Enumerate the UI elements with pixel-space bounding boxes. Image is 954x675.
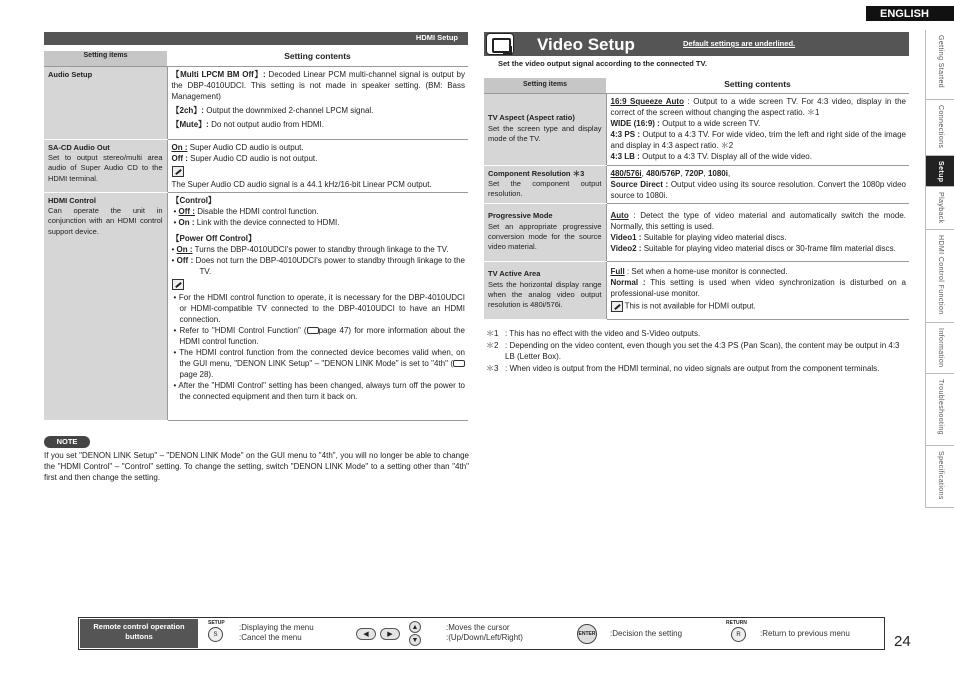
- footnote-text: : When video is output from the HDMI terminal, no video signals are output from the component terminals.: [505, 364, 880, 374]
- item-desc: Set to output stereo/multi area audio of Super Audio CD to the HDMI terminal.: [48, 152, 163, 183]
- option-label: On :: [178, 217, 195, 227]
- note-text: After the "HDMI Control" setting has been changed, always turn off the power to the connected equipment and then turn it back on.: [178, 381, 465, 402]
- left-arrow-icon: ◀: [356, 628, 376, 640]
- option-label: Video1 :: [610, 233, 642, 243]
- page-ref-icon: [307, 327, 319, 334]
- option-label: On :: [176, 244, 193, 254]
- col-header-items: Setting items: [44, 51, 167, 66]
- side-nav-specifications[interactable]: Specifications: [925, 446, 954, 508]
- side-nav-setup[interactable]: Setup: [925, 156, 954, 187]
- return-key-label: RETURN: [726, 620, 747, 626]
- option-label: 480/576P: [646, 168, 681, 178]
- hdmi-setup-table: [44, 51, 468, 421]
- side-nav-connections[interactable]: Connections: [925, 100, 954, 156]
- item-desc: Set the component output resolution.: [488, 178, 602, 199]
- side-nav-playback[interactable]: Playback: [925, 187, 954, 230]
- note-icon: [172, 279, 184, 290]
- page-number: 24: [894, 633, 911, 650]
- section-bar-hdmi-setup: HDMI Setup: [44, 32, 468, 45]
- item-title: TV Active Area: [488, 269, 541, 279]
- table-row: [44, 66, 468, 139]
- option-label: 480/576i: [610, 168, 642, 178]
- item-desc: Can operate the unit in conjunction with an HDMI control support device.: [48, 205, 163, 236]
- enter-button-icon: ENTER: [577, 624, 597, 644]
- note-paragraph: If you set "DENON LINK Setup" – "DENON LINK Mode" on the GUI menu to "4th", you will no longer be able to change the "HDMI Control" – "Control" setting. To change the setting, switch "DENON LINK Mode" to a setting other than "4th" first and then change the setting.: [44, 451, 469, 483]
- option-label: Off :: [171, 153, 188, 163]
- option-label: Off :: [178, 206, 195, 216]
- side-nav-getting-started[interactable]: Getting Started: [925, 30, 954, 100]
- side-nav-information[interactable]: Information: [925, 323, 954, 374]
- col-header-items: Setting items: [484, 78, 606, 93]
- table-row: TV Active Area Sets the horizontal display range when the analog video output resolution is 480i/576i. Full : Set when a home-use monitor is connected. Normal : This setting is used when video synchronization is disturbed on a professional-use monitor. This is not available for HDMI output.: [484, 261, 909, 319]
- option-text: Output to a 4:3 TV. For wide video, trim the left and right side of the image and display in 4:3 aspect ratio. ＊2: [610, 130, 906, 151]
- item-title: TV Aspect (Aspect ratio): [488, 113, 575, 123]
- option-text: Suitable for playing video material discs or 30-frame film material discs.: [643, 244, 896, 254]
- option-text: Do not output audio from HDMI.: [211, 119, 325, 129]
- right-arrow-icon: ▶: [380, 628, 400, 640]
- sub-heading: 【Control】: [171, 195, 216, 205]
- item-desc: Set an appropriate progressive conversion mode for the source video material.: [488, 221, 602, 252]
- option-text: Turns the DBP-4010UDCI's power to standby through linkage to the TV.: [194, 244, 449, 254]
- option-text: Output to a wide screen TV. For 4:3 video, display in the correct of the screen without changing the aspect ratio. ＊1: [610, 96, 906, 117]
- footnote-mark: ＊1: [486, 329, 499, 338]
- option-text: Super Audio CD audio is not output.: [190, 153, 318, 163]
- option-text: Output to a wide screen TV.: [662, 118, 761, 128]
- setup-key-label: SETUP: [208, 620, 225, 626]
- table-row: Component Resolution ＊3 Set the component output resolution. 480/576i, 480/576P, 720P, 1080i, Source Direct : Output video using its source resolution. Convert the 1080p video source to 1080i.: [484, 165, 909, 203]
- down-arrow-icon: ▼: [409, 634, 421, 646]
- video-setup-header: [484, 32, 909, 56]
- remote-control-legend: [78, 617, 885, 650]
- note-text: The HDMI control function from the connected device becomes valid when, on the GUI menu, "DENON LINK Setup" – "DENON LINK Mode" is set to "4th" (: [179, 347, 465, 368]
- option-label: Off :: [176, 255, 194, 265]
- option-text: Suitable for playing video material discs.: [643, 233, 787, 243]
- note-text: page 47) for more information about the HDMI control function.: [179, 325, 465, 346]
- option-text: This setting is used when video synchronization is disturbed on a professional-use monitor.: [610, 278, 907, 299]
- option-label: 720P: [684, 168, 704, 178]
- page-ref-icon: [453, 360, 465, 367]
- option-text: Output to a 4:3 TV. Display all of the wide video.: [642, 152, 812, 162]
- note-text: Refer to "HDMI Control Function" (: [179, 325, 307, 335]
- return-button-icon: R: [731, 627, 746, 642]
- note-text: This is not available for HDMI output.: [624, 301, 756, 311]
- table-row: Progressive Mode Set an appropriate progressive conversion mode for the source video material. Auto : Detect the type of video material and automatically switch the mode. Normally, this setting is used. Video1 : Suitable for playing video material discs. Video2 : Suitable for playing video material discs or 30-frame film material discs.: [484, 203, 909, 261]
- item-title: Component Resolution ＊3: [488, 168, 585, 178]
- setup-text: :Displaying the menu :Cancel the menu: [239, 623, 314, 643]
- col-header-contents: Setting contents: [167, 51, 468, 66]
- video-setup-table: [484, 78, 909, 320]
- option-text: Output the downmixed 2-channel LPCM signal.: [206, 105, 374, 115]
- option-label: Full: [610, 267, 625, 277]
- option-text: Super Audio CD audio is output.: [189, 142, 304, 152]
- tv-icon: [486, 33, 514, 55]
- return-text: :Return to previous menu: [760, 629, 850, 638]
- defaults-note: Default settings are underlined.: [683, 39, 796, 48]
- option-label: Source Direct :: [610, 179, 669, 189]
- sub-heading: 【Power Off Control】: [171, 233, 256, 243]
- item-title: Progressive Mode: [488, 211, 553, 221]
- note-text: For the HDMI control function to operate, it is necessary for the DBP-4010UDCI or HDMI-compatible TV connected to the DBP-4010UDCI to have an HDMI connection.: [178, 292, 466, 324]
- page-subtitle: Set the video output signal according to the connected TV.: [498, 59, 707, 68]
- option-label: 16:9 Squeeze Auto: [610, 96, 684, 106]
- option-text: Decoded Linear PCM multi-channel signal is output by the DBP-4010UDCI. This setting is not made in speaker setting. (BM: Bass Management): [171, 69, 466, 101]
- option-label: 【Multi LPCM BM Off】:: [171, 69, 266, 79]
- note-icon: [172, 166, 184, 177]
- option-text: Link with the device connected to HDMI.: [196, 217, 340, 227]
- note-text: page 28).: [179, 370, 214, 380]
- page-title: Video Setup: [537, 35, 635, 54]
- item-desc: Set the screen type and display mode of the TV.: [488, 123, 602, 144]
- footnote-text: : This has no effect with the video and S-Video outputs.: [505, 329, 701, 338]
- option-label: Video2 :: [610, 244, 642, 254]
- footnote-text: : Depending on the video content, even though you set the 4:3 PS (Pan Scan), the content may be output in 4:3 LB (Letter Box).: [505, 341, 900, 362]
- option-label: WIDE (16:9) :: [610, 118, 660, 128]
- option-label: On :: [171, 142, 188, 152]
- table-row: TV Aspect (Aspect ratio) Set the screen type and display mode of the TV. 16:9 Squeeze Auto : Output to a wide screen TV. For 4:3 video, display in the correct of the screen without changing the aspect ratio. ＊1 WIDE (16:9) : Output to a wide screen TV. 4:3 PS : Output to a 4:3 TV. For wide video, trim the left and right side of the image and display in 4:3 aspect ratio. ＊2 4:3 LB : Output to a 4:3 TV. Display all of the wide video.: [484, 93, 909, 165]
- language-tab: ENGLISH: [866, 6, 954, 21]
- item-title: SA-CD Audio Out: [48, 142, 110, 152]
- option-text: Set when a home-use monitor is connected.: [631, 267, 788, 277]
- footnote-mark: ＊2: [486, 341, 499, 351]
- item-title: Audio Setup: [48, 69, 93, 79]
- footnotes: [486, 328, 910, 375]
- option-label: 1080i: [707, 168, 728, 178]
- enter-text: :Decision the setting: [610, 629, 683, 638]
- option-text: Does not turn the DBP-4010UDCI's power to standby through linkage to the TV.: [195, 255, 465, 276]
- option-label: 【Mute】:: [171, 119, 209, 129]
- option-text: Output video using its source resolution. Convert the 1080p video source to 1080i.: [610, 179, 907, 200]
- remote-legend-label: Remote control operation buttons: [80, 619, 198, 648]
- setup-button-icon: S: [208, 627, 223, 642]
- up-arrow-icon: ▲: [409, 621, 421, 633]
- item-title: HDMI Control: [48, 195, 96, 205]
- option-text: Detect the type of video material and automatically switch the mode. Normally, this setting is used.: [610, 211, 906, 232]
- side-nav-hdmi-control[interactable]: HDMI Control Function: [925, 230, 954, 323]
- option-label: 4:3 LB :: [610, 152, 640, 162]
- note-badge: NOTE: [44, 436, 90, 448]
- cursor-text: :Moves the cursor :(Up/Down/Left/Right): [446, 623, 523, 643]
- option-label: Normal :: [610, 278, 646, 288]
- side-nav-troubleshooting[interactable]: Troubleshooting: [925, 374, 954, 446]
- option-text: Disable the HDMI control function.: [197, 206, 319, 216]
- option-label: Auto: [610, 211, 629, 221]
- table-row: [44, 139, 468, 192]
- option-label: 【2ch】:: [171, 105, 204, 115]
- col-header-contents: Setting contents: [606, 78, 909, 93]
- footnote-mark: ＊3: [486, 364, 499, 374]
- side-nav: [925, 30, 954, 508]
- option-label: 4:3 PS :: [610, 130, 641, 139]
- table-row: HDMI Control Can operate the unit in conjunction with an HDMI control support device. 【Control】 • Off : Disable the HDMI control function. • On : Link with the device connected to HDMI. 【Power Off Control】 • On : Turns the DBP-4010UDCI's power to standby through linkage to the TV. • Off : Does not turn the DBP-4010UDCI's power to standby through linkage to the TV. • For the HDMI control function to operate, it is necessary for the DBP-4010UDCI or HDMI-compatible TV connected to the DBP-4010UDCI to have an HDMI connection. • Refer to "HDMI Control Function" ( page 47) for more information about the HDMI control function. • The HDMI control function from the connected device becomes valid when, on the GUI menu, "DENON LINK Setup" – "DENON LINK Mode" is set to "4th" (page 28). • After the "HDMI Control" setting has been changed, always turn off the power to the connected equipment and then turn it back on.: [44, 192, 468, 420]
- item-desc: Sets the horizontal display range when the analog video output resolution is 480i/576i.: [488, 279, 602, 310]
- note-text: The Super Audio CD audio signal is a 44.1 kHz/16-bit Linear PCM output.: [171, 179, 432, 189]
- note-icon: [611, 301, 623, 312]
